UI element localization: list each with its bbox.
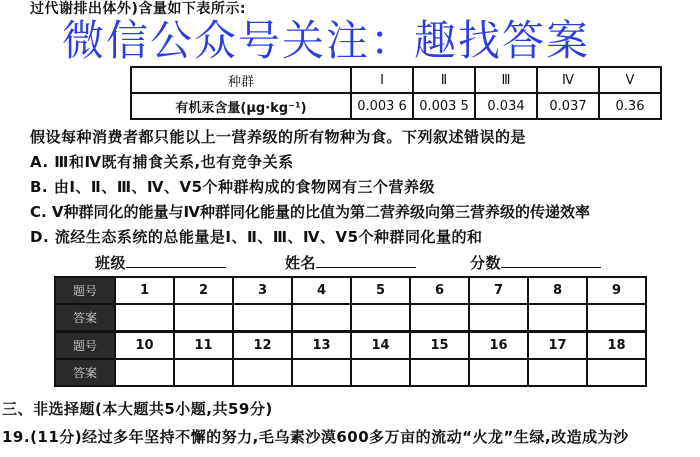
question-number: 12 — [233, 332, 292, 360]
table-cell: 0.36 — [599, 93, 661, 119]
answer-row — [55, 359, 646, 386]
question-number: 5 — [351, 277, 410, 304]
answer-row — [55, 304, 646, 332]
question-number: 9 — [587, 277, 646, 304]
table-header-row — [131, 67, 661, 93]
answer-cell[interactable] — [115, 359, 174, 386]
table-cell: Ⅳ — [537, 67, 599, 93]
class-field[interactable] — [95, 253, 226, 272]
mercury-table — [130, 66, 662, 120]
score-blank[interactable] — [501, 253, 601, 268]
answer-cell[interactable] — [469, 359, 528, 386]
question-number: 14 — [351, 332, 410, 360]
question-number: 6 — [410, 277, 469, 304]
option-c: C. Ⅴ种群同化的能量与Ⅳ种群同化能量的比值为第二营养级向第三营养级的传递效率 — [30, 203, 591, 221]
intro-text: 过代谢排出体外)含量如下表所示: — [30, 1, 246, 17]
table-cell: 0.034 — [475, 93, 537, 119]
answer-cell[interactable] — [351, 359, 410, 386]
question-number: 1 — [115, 277, 174, 304]
number-label: 题号 — [55, 277, 115, 304]
name-blank[interactable] — [316, 253, 416, 268]
question-stem: 假设每种消费者都只能以上一营养级的所有物种为食。下列叙述错误的是 — [30, 128, 527, 146]
question-number: 15 — [410, 332, 469, 360]
table-cell: Ⅴ — [599, 67, 661, 93]
answer-cell[interactable] — [528, 359, 587, 386]
table-cell: Ⅱ — [413, 67, 475, 93]
question-number: 18 — [587, 332, 646, 360]
question-number: 13 — [292, 332, 351, 360]
answer-cell[interactable] — [174, 359, 233, 386]
answer-cell[interactable] — [351, 304, 410, 332]
answer-cell[interactable] — [587, 304, 646, 332]
answer-cell[interactable] — [587, 359, 646, 386]
table-cell: 种群 — [131, 67, 351, 93]
answer-label: 答案 — [55, 359, 115, 386]
question-number: 3 — [233, 277, 292, 304]
table-cell: Ⅲ — [475, 67, 537, 93]
table-cell: Ⅰ — [351, 67, 413, 93]
answer-cell[interactable] — [410, 304, 469, 332]
number-row — [55, 332, 646, 360]
table-cell: 0.037 — [537, 93, 599, 119]
class-blank[interactable] — [126, 253, 226, 268]
answer-grid — [54, 276, 647, 387]
number-label: 题号 — [55, 332, 115, 360]
question-19: 19.(11分)经过多年坚持不懈的努力,毛乌素沙漠600多万亩的流动“火龙”生绿,改造成为沙 — [2, 428, 629, 446]
question-number: 2 — [174, 277, 233, 304]
option-d: D. 流经生态系统的总能量是Ⅰ、Ⅱ、Ⅲ、Ⅳ、Ⅴ5个种群同化量的和 — [30, 228, 483, 246]
name-field[interactable] — [285, 253, 416, 272]
question-number: 16 — [469, 332, 528, 360]
question-number: 8 — [528, 277, 587, 304]
score-label: 分数 — [470, 254, 502, 272]
answer-cell[interactable] — [233, 304, 292, 332]
section-heading: 三、非选择题(本大题共5小题,共59分) — [2, 400, 273, 418]
table-cell: 有机汞含量(μg·kg⁻¹) — [131, 93, 351, 119]
question-number: 7 — [469, 277, 528, 304]
number-row — [55, 277, 646, 304]
answer-cell[interactable] — [174, 304, 233, 332]
question-number: 11 — [174, 332, 233, 360]
table-cell: 0.003 6 — [351, 93, 413, 119]
answer-cell[interactable] — [410, 359, 469, 386]
name-label: 姓名 — [285, 254, 317, 272]
answer-cell[interactable] — [233, 359, 292, 386]
question-number: 10 — [115, 332, 174, 360]
class-label: 班级 — [95, 254, 127, 272]
answer-cell[interactable] — [292, 359, 351, 386]
watermark: 微信公众号关注：趣找答案 — [62, 16, 591, 65]
option-b: B. 由Ⅰ、Ⅱ、Ⅲ、Ⅳ、Ⅴ5个种群构成的食物网有三个营养级 — [30, 178, 436, 196]
question-number: 4 — [292, 277, 351, 304]
answer-label: 答案 — [55, 304, 115, 332]
table-cell: 0.003 5 — [413, 93, 475, 119]
option-a: A. Ⅲ和Ⅳ既有捕食关系,也有竞争关系 — [30, 153, 294, 171]
answer-cell[interactable] — [528, 304, 587, 332]
question-number: 17 — [528, 332, 587, 360]
score-field[interactable] — [470, 253, 601, 272]
answer-cell[interactable] — [292, 304, 351, 332]
table-row — [131, 93, 661, 119]
answer-cell[interactable] — [115, 304, 174, 332]
answer-cell[interactable] — [469, 304, 528, 332]
